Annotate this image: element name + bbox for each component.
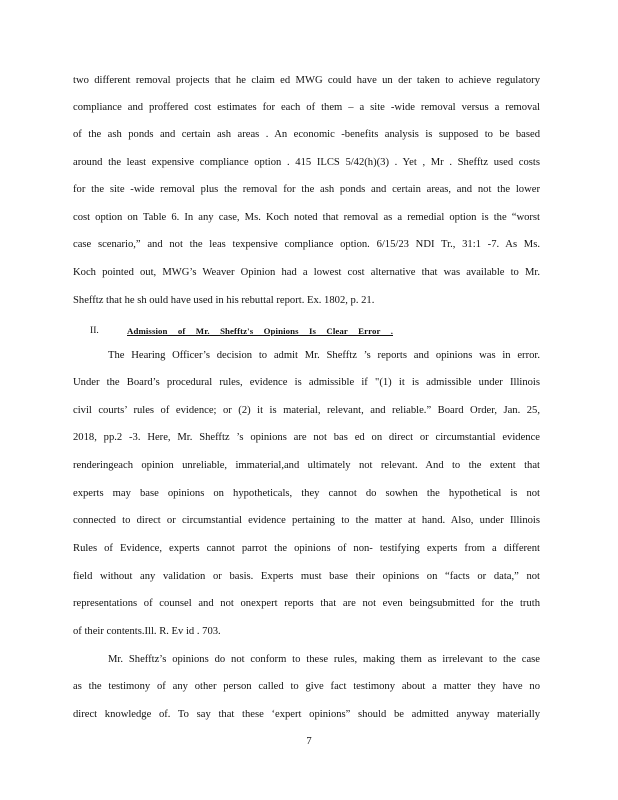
text-line: for the site -wide removal plus the removal for the ash ponds and certain areas, and not the lower xyxy=(73,184,540,195)
text-line: compliance and proffered cost estimates for each of them – a site -wide removal versus a removal xyxy=(73,102,540,113)
text-line: two different removal projects that he claim ed MWG could have un der taken to achieve regulatory xyxy=(73,75,540,86)
text-line: civil courts’ rules of evidence; or (2) it is material, relevant, and reliable.” Board Order, Jan. 25, xyxy=(73,405,540,416)
text-line: representations of counsel and not onexpert reports that are not even beingsubmitted for the truth xyxy=(73,598,540,609)
text-line: renderingeach opinion unreliable, immaterial,and ultimately not relevant. And to the extent that xyxy=(73,460,540,471)
text-line: Under the Board’s procedural rules, evidence is admissible if "(1) it is admissible under Illinois xyxy=(73,377,540,388)
page-number: 7 xyxy=(306,736,312,747)
text-line: around the least expensive compliance option . 415 ILCS 5/42(h)(3) . Yet , Mr . Shefftz used costs xyxy=(73,157,540,168)
text-line: The Hearing Officer’s decision to admit Mr. Shefftz ’s reports and opinions was in error. xyxy=(108,350,540,361)
text-line: as the testimony of any other person called to give fact testimony about a matter they have no xyxy=(73,681,540,692)
text-line: Koch pointed out, MWG’s Weaver Opinion had a lowest cost alternative that was available to Mr. xyxy=(73,267,540,278)
text-line: of the ash ponds and certain ash areas . An economic -benefits analysis is supposed to be based xyxy=(73,129,540,140)
text-line: Rules of Evidence, experts cannot parrot the opinions of non- testifying experts from a different xyxy=(73,543,540,554)
section-number: II. xyxy=(90,325,99,336)
text-line: case scenario,” and not the leas texpensive compliance option. 6/15/23 NDI Tr., 31:1 -7. As Ms. xyxy=(73,239,540,250)
section-title: Admission of Mr. Shefftz's Opinions Is Clear Error . xyxy=(127,326,393,336)
text-line: Mr. Shefftz’s opinions do not conform to these rules, making them as irrelevant to the case xyxy=(108,654,540,665)
text-line: cost option on Table 6. In any case, Ms. Koch noted that removal as a remedial option is the “worst xyxy=(73,212,540,223)
text-line: of their contents.Ill. R. Ev id . 703. xyxy=(73,626,221,637)
text-line: connected to direct or circumstantial evidence pertaining to the matter at hand. Also, under Illinois xyxy=(73,515,540,526)
text-line: field without any validation or basis. Experts must base their opinions on “facts or data,” not xyxy=(73,571,540,582)
text-line: 2018, pp.2 -3. Here, Mr. Shefftz ’s opinions are not bas ed on direct or circumstantial evidence xyxy=(73,432,540,443)
section-heading xyxy=(90,324,540,338)
text-line: Shefftz that he sh ould have used in his rebuttal report. Ex. 1802, p. 21. xyxy=(73,295,375,306)
text-line: direct knowledge of. To say that these ‘expert opinions” should be admitted anyway materially xyxy=(73,709,540,720)
text-line: experts may base opinions on hypotheticals, they cannot do sowhen the hypothetical is not xyxy=(73,488,540,499)
